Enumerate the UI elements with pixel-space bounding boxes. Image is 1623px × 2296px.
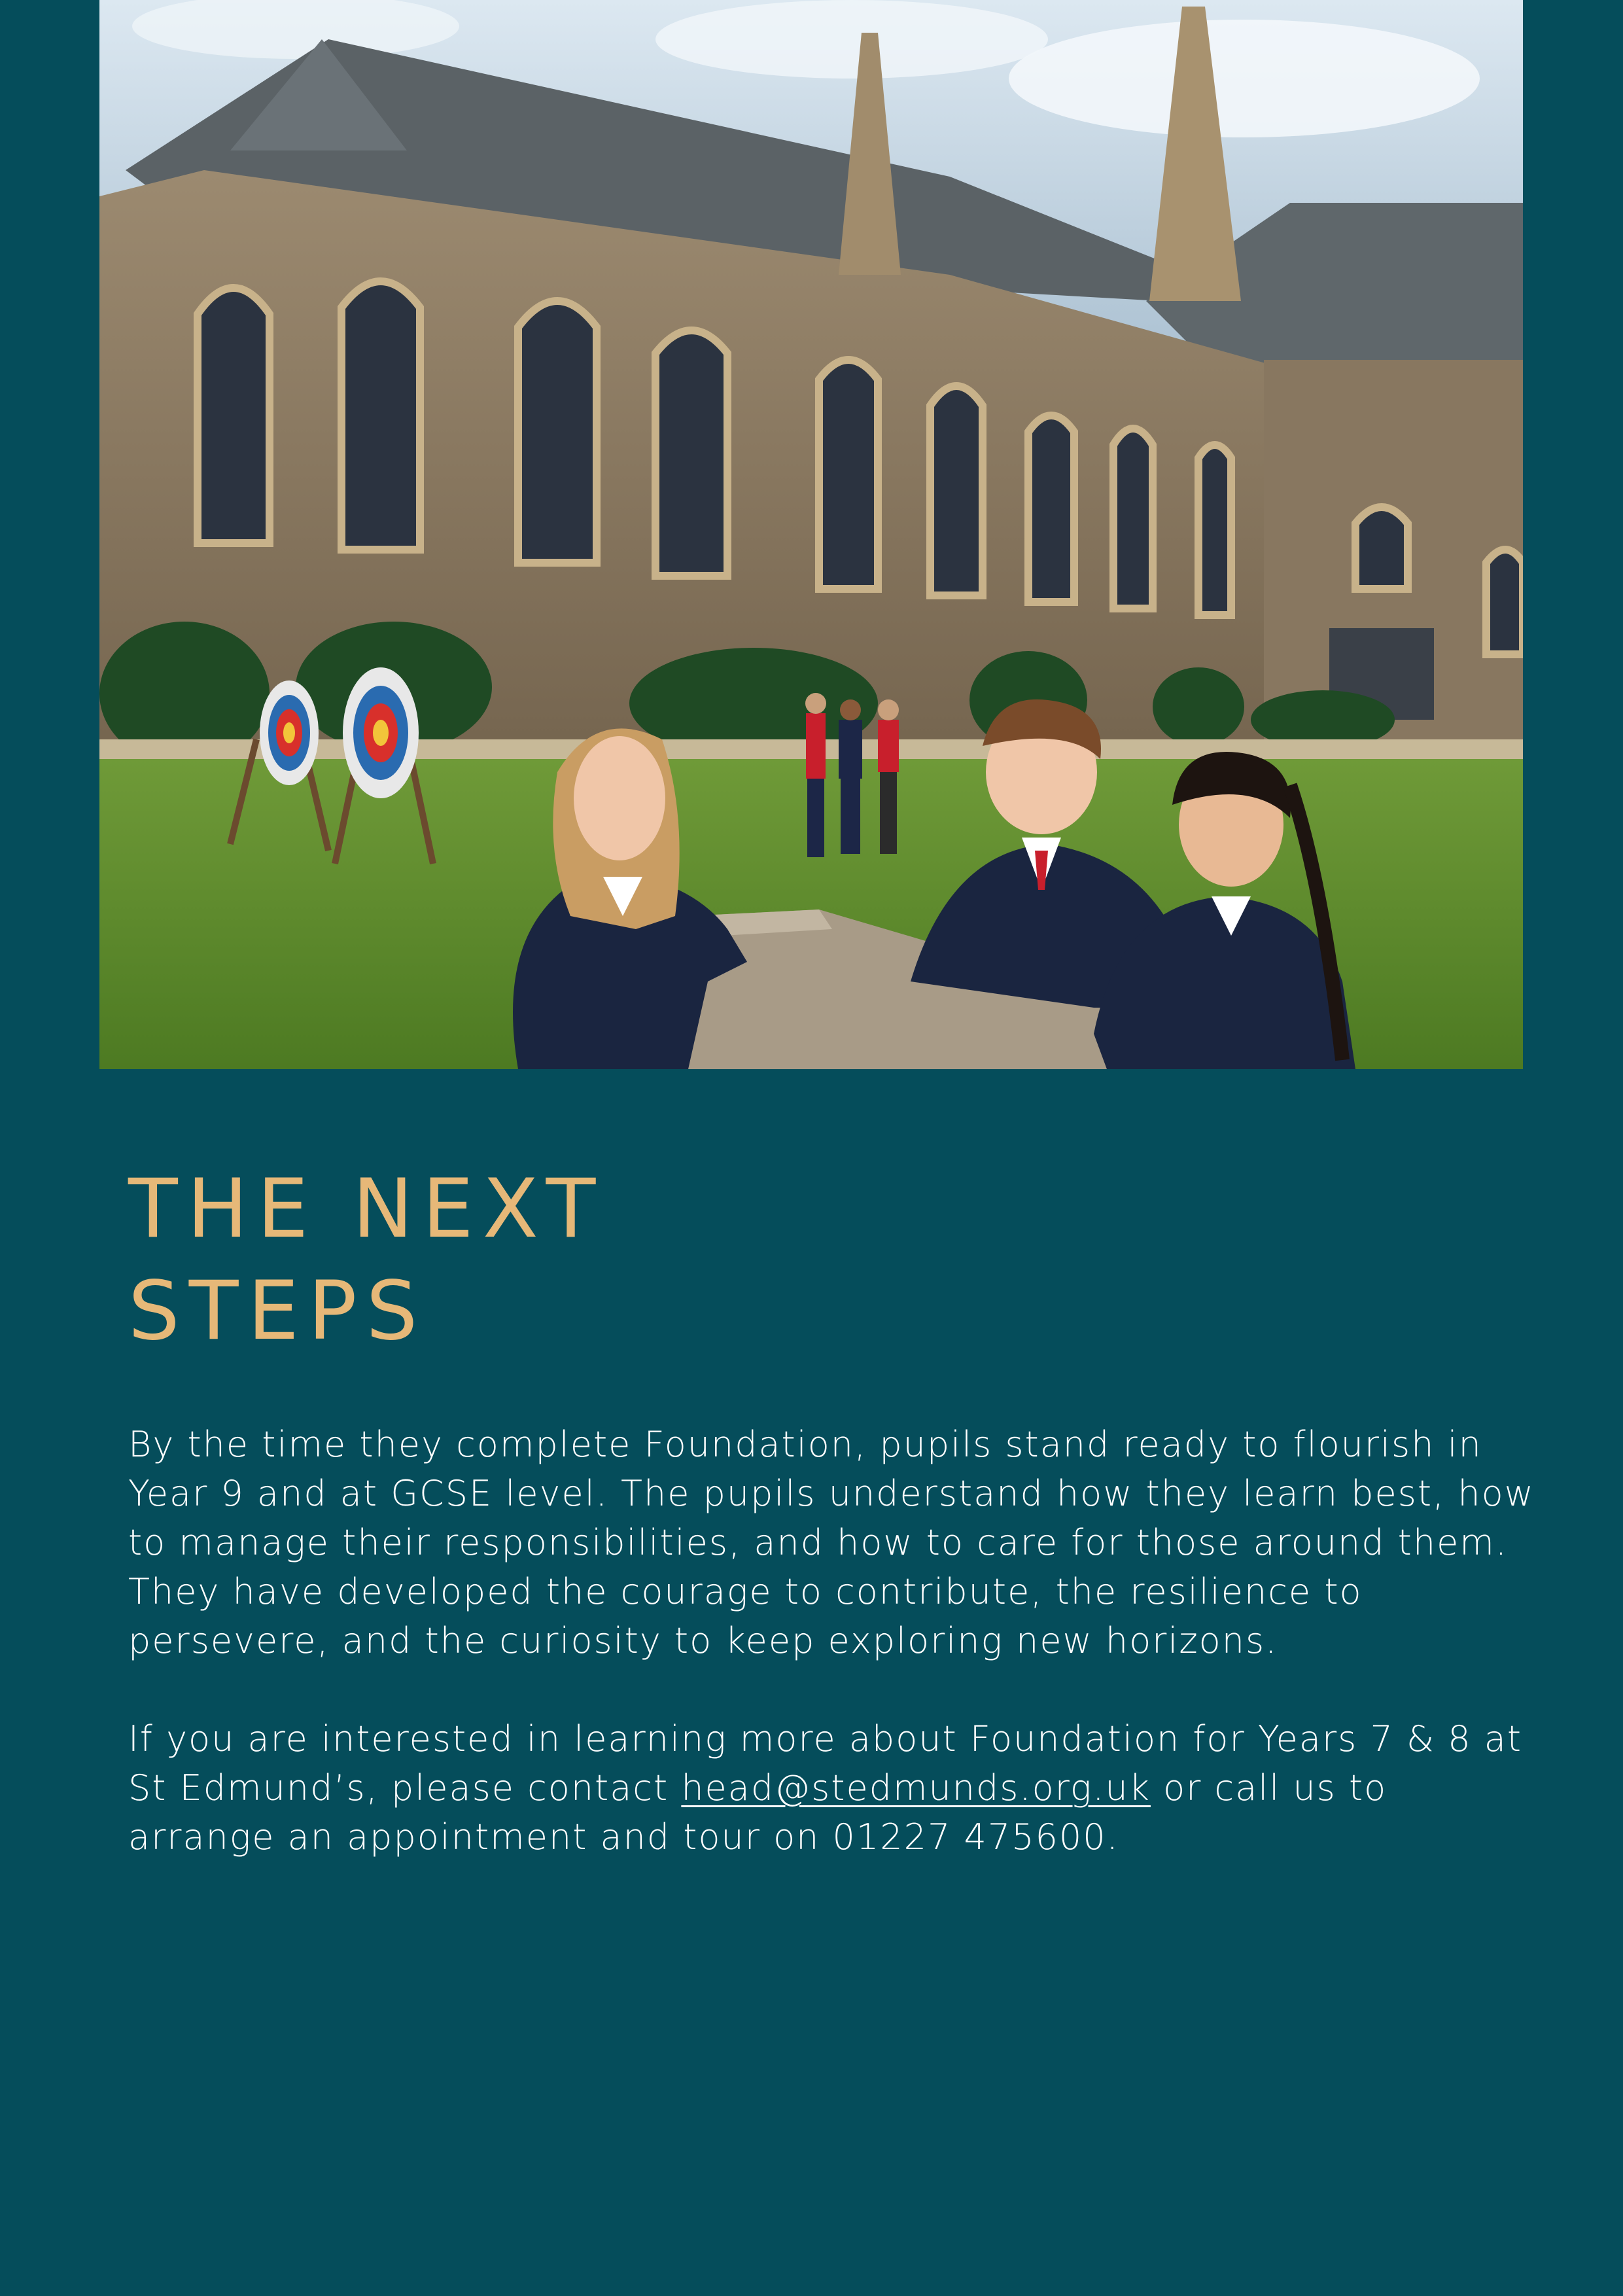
window xyxy=(655,330,727,576)
window xyxy=(1355,507,1408,589)
title-line-2: STEPS xyxy=(128,1264,427,1358)
contact-text-after: or call us to arrange an appointment and tour on 01227 475600. xyxy=(128,1767,1387,1858)
window xyxy=(198,288,270,543)
cloud xyxy=(1009,20,1480,137)
window xyxy=(341,281,420,550)
window xyxy=(1028,415,1074,602)
window xyxy=(1113,429,1153,609)
window xyxy=(1486,550,1523,654)
hedge xyxy=(1153,667,1244,746)
page-title xyxy=(128,1158,1175,1362)
contact-text-before: If you are interested in learning more about Foundation for Years 7 & 8 at St Edmund’s, please contact xyxy=(128,1718,1523,1809)
background-figures xyxy=(805,693,899,857)
hero-photo xyxy=(99,0,1523,1069)
email-link[interactable]: head@stedmunds.org.uk xyxy=(681,1767,1151,1809)
paragraph-outcomes: By the time they complete Foundation, pupils stand ready to flourish in Year 9 and at GCSE level. The pupils understand how they learn best, how to manage their responsibilities, and how to care for those around them. They have developed the courage to contribute, the resilience to persevere, and the curiosity to keep exploring new horizons. xyxy=(128,1424,1535,1661)
paragraph-contact xyxy=(128,1714,1535,1862)
window xyxy=(1198,445,1231,615)
body-copy xyxy=(128,1420,1535,1911)
title-line-1: THE NEXT xyxy=(128,1162,605,1256)
window xyxy=(518,301,597,563)
window xyxy=(819,360,878,589)
window xyxy=(930,386,983,595)
cloud xyxy=(655,0,1048,79)
